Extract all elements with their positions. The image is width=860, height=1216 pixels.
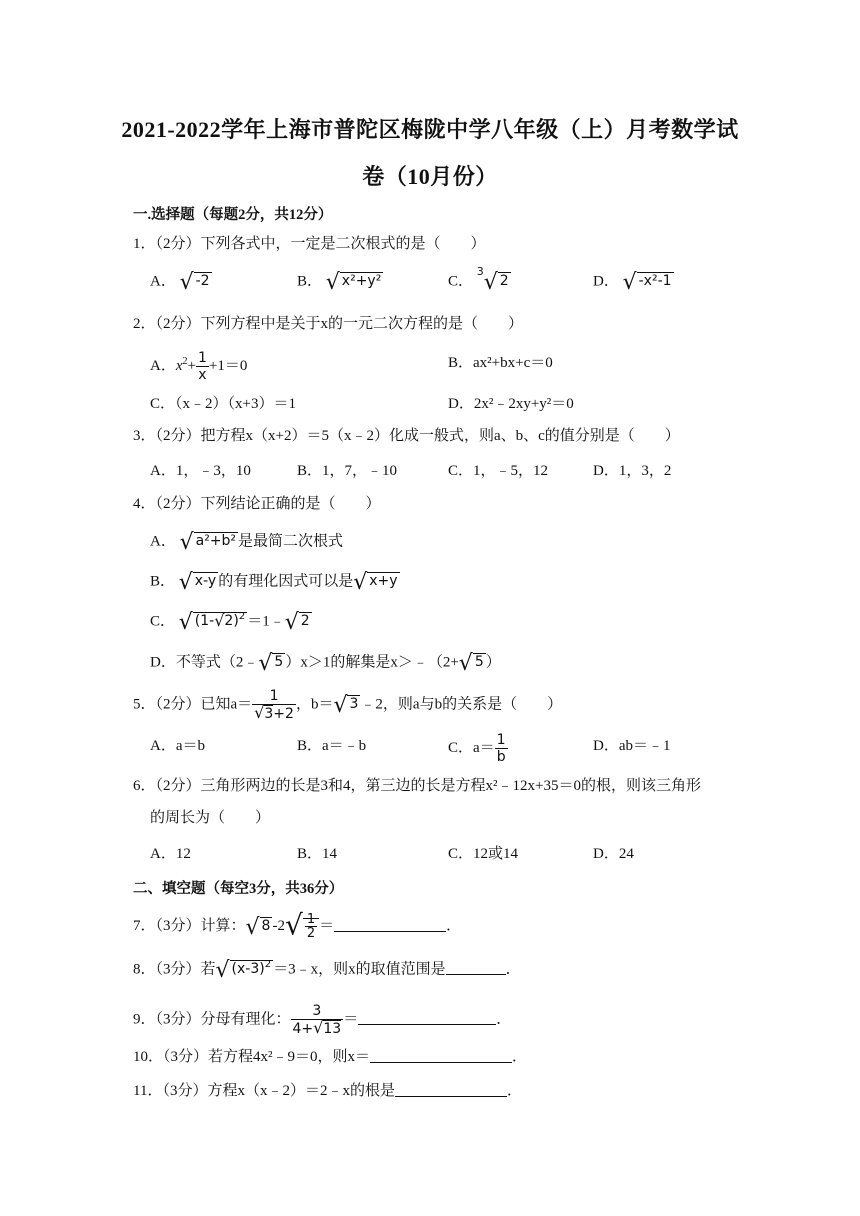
q4-option-c: C． √ $(1-√2)^2$ ＝1﹣√ 2 xyxy=(150,610,310,635)
question-11: 11．（3分）方程x（x﹣2）＝2﹣x的根是 ． xyxy=(133,1080,522,1102)
q6-option-a: A．12 xyxy=(150,846,191,862)
radical-expression: √ $\frac{1}{2}$ xyxy=(285,913,319,940)
fraction: $\frac{3}{4+√13}$ xyxy=(292,1003,342,1037)
radical-expression: √ x+y xyxy=(353,570,398,595)
option-label: B． xyxy=(448,355,474,371)
q5-option-d: D．ab＝﹣1 xyxy=(593,738,671,754)
radical-expression: √ $(x-3)^2$ xyxy=(215,958,272,983)
answer-blank[interactable] xyxy=(358,1008,496,1025)
fraction: $\frac{1}{√3+2}$ xyxy=(254,688,294,722)
q5-option-b: B．a＝﹣b xyxy=(297,738,367,754)
q4-option-b: B． √ x-y 的有理化因式可以是√ x+y xyxy=(150,570,398,595)
q1-option-c xyxy=(448,265,511,295)
q1-option-a xyxy=(150,270,212,294)
q3-option-d: D．1，3，2 xyxy=(593,463,672,479)
question-6-stem-cont: 的周长为（ ） xyxy=(150,810,271,826)
q3-option-a: A．1，﹣3，10 xyxy=(150,463,251,479)
q3-option-b: B．1，7，﹣10 xyxy=(297,463,398,479)
q2-option-a: A．$x^2+$ $\frac{1}{x}$ +1＝0 xyxy=(150,350,248,383)
question-5-stem: 5．（2分）已知a＝ $\frac{1}{√3+2}$ ，b＝√ 3 ﹣2，则a与b的关系是（ ） xyxy=(133,688,563,722)
option-label: B． xyxy=(297,273,323,290)
fraction: $\frac{1}{x}$ xyxy=(197,350,207,383)
option-label: C． xyxy=(448,273,474,290)
question-7: 7．（3分）计算：√ 8 -2√ $\frac{1}{2}$ ＝ ． xyxy=(133,908,462,942)
q6-option-d: D．24 xyxy=(593,846,634,862)
q1-option-b xyxy=(297,270,383,294)
answer-blank[interactable] xyxy=(370,1046,512,1063)
page-title: 2021-2022学年上海市普陀区梅陇中学八年级（上）月考数学试 xyxy=(121,117,739,142)
q4-option-a: A． √ a²+b² 是最简二次根式 xyxy=(150,530,344,555)
q4-option-d: D．不等式（2﹣√ 5 ）x＞1的解集是x＞﹣（2+√ 5 ） xyxy=(150,651,501,676)
q2-option-c: C．（x﹣2）（x+3）＝1 xyxy=(150,396,296,412)
radical-expression: √ 5 xyxy=(458,651,484,676)
option-label: B． xyxy=(150,573,176,590)
option-label: A． xyxy=(150,533,176,550)
question-6-stem: 6．（2分）三角形两边的长是3和4，第三边的长是方程x²﹣12x+35＝0的根，则该三角形 xyxy=(133,778,701,794)
q2-option-d: D．2x²﹣2xy+y²＝0 xyxy=(448,396,574,412)
option-label: A． xyxy=(150,273,176,290)
cube-root-expression: $^3$√ 2 xyxy=(476,265,509,295)
question-2-stem: 2．（2分）下列方程中是关于x的一元二次方程的是（ ） xyxy=(133,316,524,332)
radical-expression: √ x-y xyxy=(178,570,217,595)
radical-expression: √ 2 xyxy=(284,610,310,635)
q5-option-c: C．a＝ $\frac{1}{b}$ xyxy=(448,732,506,765)
answer-blank[interactable] xyxy=(446,958,506,975)
section-heading-fill: 二、填空题（每空3分，共36分） xyxy=(133,881,344,897)
q2-option-b: B．ax²+bx+c＝0 xyxy=(448,355,553,371)
answer-blank[interactable] xyxy=(395,1080,507,1097)
radical-expression: √ -x²-1 xyxy=(622,270,672,295)
radical-expression: √ 3 xyxy=(333,693,359,718)
question-8: 8．（3分）若√ $(x-3)^2$ ＝3﹣x，则x的取值范围是 ． xyxy=(133,958,521,983)
option-label: D． xyxy=(593,273,619,290)
q5-option-a: A．a＝b xyxy=(150,738,205,754)
question-10: 10．（3分）若方程4x²﹣9＝0，则x＝ ． xyxy=(133,1046,527,1068)
page-title-line2: 卷（10月份） xyxy=(362,164,498,189)
question-9: 9．（3分）分母有理化： $\frac{3}{4+√13}$ ＝ ． xyxy=(133,1003,512,1037)
fraction: $\frac{1}{b}$ xyxy=(496,732,506,765)
radical-expression: √ 5 xyxy=(258,651,284,676)
question-4-stem: 4．（2分）下列结论正确的是（ ） xyxy=(133,496,381,512)
q6-option-b: B．14 xyxy=(297,846,338,862)
option-label: C． xyxy=(150,396,176,412)
q3-option-c: C．1，﹣5，12 xyxy=(448,463,549,479)
answer-blank[interactable] xyxy=(334,915,446,932)
option-label: A． xyxy=(150,357,176,374)
option-label: D． xyxy=(448,396,474,412)
radical-expression: √ -2 xyxy=(179,270,210,295)
option-label: C． xyxy=(150,613,176,630)
radical-expression: √ $(1-√2)^2$ xyxy=(178,610,246,635)
question-3-stem: 3．（2分）把方程x（x+2）＝5（x﹣2）化成一般式，则a、b、c的值分别是（ ） xyxy=(133,428,680,444)
q6-option-c: C．12或14 xyxy=(448,846,519,862)
radical-expression: √ 8 xyxy=(245,914,271,940)
radical-expression: √ x²+y² xyxy=(325,270,382,295)
radical-expression: √ a²+b² xyxy=(179,530,237,555)
question-1-stem: 1．（2分）下列各式中，一定是二次根式的是（ ） xyxy=(133,236,486,252)
section-heading-choice: 一.选择题（每题2分，共12分） xyxy=(133,207,333,223)
option-label: D． xyxy=(150,654,176,671)
q1-option-d xyxy=(593,270,674,294)
